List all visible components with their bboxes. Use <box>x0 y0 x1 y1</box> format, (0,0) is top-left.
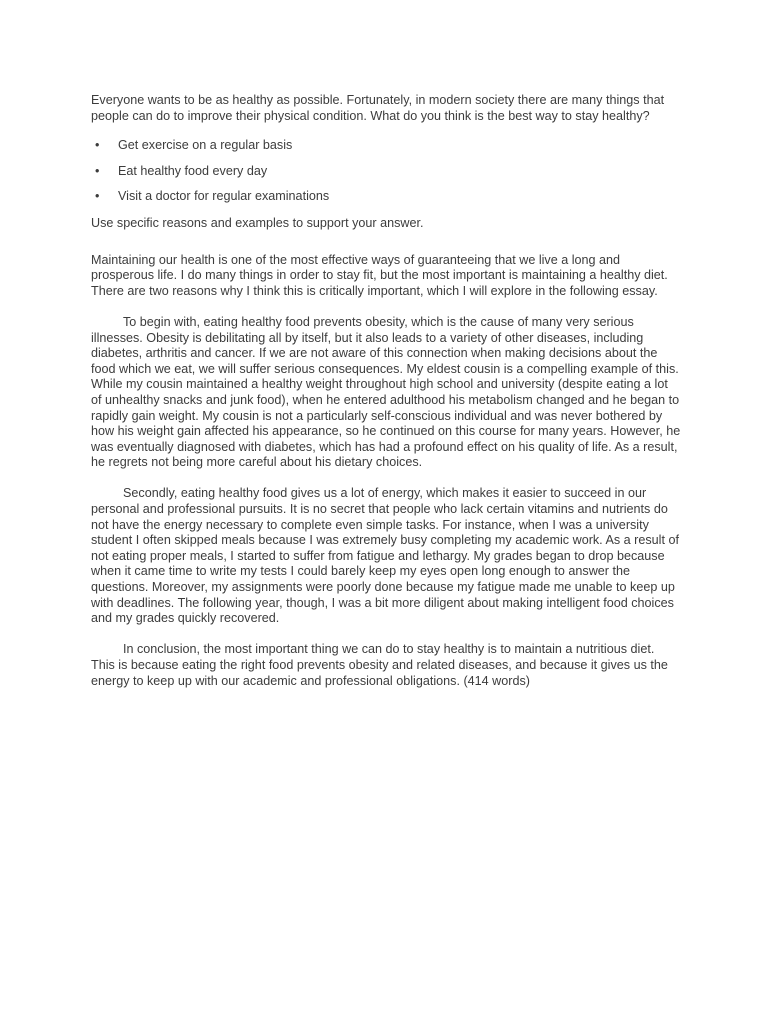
essay-body-paragraph-1: To begin with, eating healthy food prevents obesity, which is the cause of many very serious illnesses. Obesity is debilitating all by itself, but it also leads to a variety of other diseases, including diabetes, arthritis and cancer. If we are not aware of this connection when making decisions about the food which we eat, we will suffer serious consequences. My eldest cousin is a compelling example of this. While my cousin maintained a healthy weight throughout high school and university (despite eating a lot of unhealthy snacks and junk food), when he entered adulthood his metabolism changed and he began to rapidly gain weight. My cousin is not a particularly self-conscious individual and was never bothered by how his weight gain affected his appearance, so he continued on this course for many years. However, he was eventually diagnosed with diabetes, which has had a profound effect on his quality of life. As a result, he regrets not being more careful about his dietary choices. <box>91 314 681 470</box>
list-item-text: Visit a doctor for regular examinations <box>118 189 330 204</box>
list-item-text: Get exercise on a regular basis <box>118 138 293 153</box>
option-list <box>91 138 681 205</box>
essay-intro-paragraph: Maintaining our health is one of the most effective ways of guaranteeing that we live a long and prosperous life. I do many things in order to stay fit, but the most important is maintaining a healthy diet. There are two reasons why I think this is critically important, which I will explore in the following essay. <box>91 252 668 298</box>
essay-prompt: Everyone wants to be as healthy as possible. Fortunately, in modern society there are many things that people can do to improve their physical condition. What do you think is the best way to stay healthy? <box>91 93 665 123</box>
essay-body-paragraph-2: Secondly, eating healthy food gives us a lot of energy, which makes it easier to succeed in our personal and professional pursuits. It is no secret that people who lack certain vitamins and nutrients do not have the energy necessary to complete even simple tasks. For instance, when I was a university student I often skipped meals because I was extremely busy completing my academic work. As a result of not eating proper meals, I started to suffer from fatigue and lethargy. My grades began to drop because when it came time to write my tests I could barely keep my eyes open long enough to answer the questions. Moreover, my assignments were poorly done because my fatigue made me unable to keep up with deadlines. The following year, though, I was a bit more diligent about making intelligent food choices and my grades quickly recovered. <box>91 486 679 626</box>
list-item <box>91 189 681 205</box>
bullet-icon: • <box>95 138 100 153</box>
list-item <box>91 164 681 180</box>
bullet-icon: • <box>95 163 100 178</box>
bullet-icon: • <box>95 189 100 204</box>
essay-instruction: Use specific reasons and examples to support your answer. <box>91 215 424 230</box>
essay-conclusion-paragraph: In conclusion, the most important thing we can do to stay healthy is to maintain a nutritious diet. This is because eating the right food prevents obesity and related diseases, and because it gives us the energy to keep up with our academic and professional obligations. (414 words) <box>91 642 668 688</box>
document-page <box>91 93 681 705</box>
list-item-text: Eat healthy food every day <box>118 163 268 178</box>
list-item <box>91 138 681 154</box>
